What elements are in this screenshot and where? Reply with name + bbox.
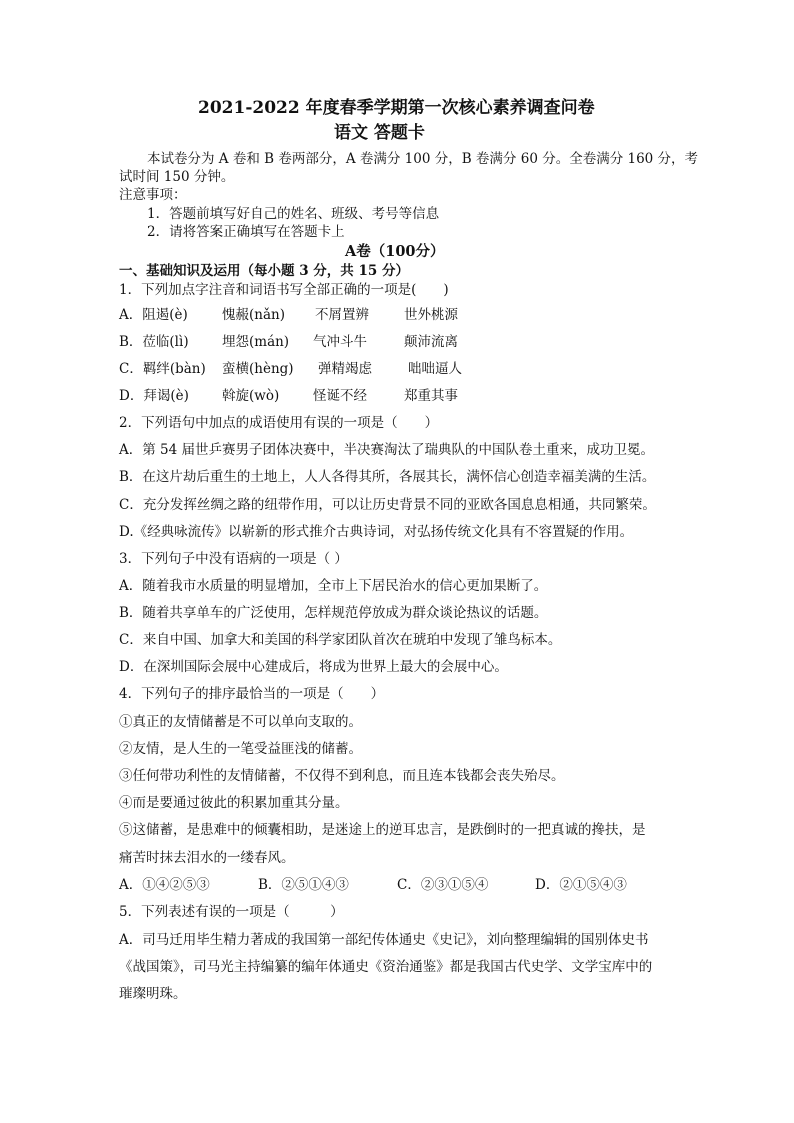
part-one-heading: 一、基础知识及运用（每小题 3 分，共 15 分）	[119, 263, 409, 279]
page-title: 2021-2022 年度春季学期第一次核心素养调查问卷	[198, 98, 595, 118]
intro-line-1: 本试卷分为 A 卷和 B 卷两部分，A 卷满分 100 分，B 卷满分 60 分。全卷满分 160 分，考	[147, 151, 699, 167]
q5-option-a-line-1: A．司马迁用毕生精力著成的我国第一部纪传体通史《史记》，刘向整理编辑的国别体史书	[119, 932, 649, 948]
q1-option-d-1: D．拜谒(è)	[119, 388, 189, 404]
q4-sentence-2: ②友情，是人生的一笔受益匪浅的储蓄。	[119, 741, 362, 757]
q1-option-b-3: 气冲斗牛	[313, 334, 367, 350]
q1-option-a-2: 愧赧(nǎn)	[222, 307, 285, 323]
q1-option-a-3: 不屑置辨	[315, 307, 369, 323]
q4-option-d: D．②①⑤④③	[535, 877, 627, 893]
q5-stem: 5．下列表述有误的一项是（ ）	[119, 904, 344, 920]
q2-stem: 2．下列语句中加点的成语使用有误的一项是（ ）	[119, 415, 439, 431]
q4-sentence-1: ①真正的友情储蓄是不可以单向支取的。	[119, 714, 362, 730]
page-subtitle: 语文 答题卡	[334, 123, 425, 143]
section-a-heading: A卷（100分）	[345, 243, 445, 260]
q1-option-a-1: A．阻遏(è)	[119, 307, 188, 323]
q1-option-c-4: 咄咄逼人	[408, 361, 462, 377]
q1-option-a-4: 世外桃源	[404, 307, 458, 323]
q1-option-b-1: B．莅临(lì)	[119, 334, 189, 350]
q1-option-b-2: 埋怨(mán)	[222, 334, 290, 350]
q1-option-d-3: 怪诞不经	[313, 388, 367, 404]
q5-option-a-line-2: 《战国策》，司马光主持编纂的编年体通史《资治通鉴》都是我国古代史学、文学宝库中的	[119, 959, 653, 975]
intro-line-2: 试时间 150 分钟。	[119, 169, 235, 185]
note-2: 2．请将答案正确填写在答题卡上	[147, 224, 345, 240]
q4-sentence-3: ③任何带功利性的友情储蓄，不仅得不到利息，而且连本钱都会丧失殆尽。	[119, 768, 565, 784]
q4-sentence-5b: 痛苦时抹去泪水的一缕春风。	[119, 850, 295, 866]
q4-sentence-5a: ⑤这储蓄，是患难中的倾囊相助，是迷途上的逆耳忠言，是跌倒时的一把真诚的搀扶，是	[119, 822, 646, 838]
q4-option-c: C．②③①⑤④	[397, 877, 489, 893]
q2-option-b: B．在这片劫后重生的土地上，人人各得其所，各展其长，满怀信心创造幸福美满的生活。	[119, 469, 656, 485]
q3-option-b: B．随着共享单车的广泛使用，怎样规范停放成为群众谈论热议的话题。	[119, 605, 548, 621]
q1-option-c-3: 弹精竭虑	[318, 361, 372, 377]
q3-option-a: A．随着我市水质量的明显增加，全市上下居民治水的信心更加果断了。	[119, 578, 548, 594]
notes-heading: 注意事项：	[119, 187, 187, 203]
q1-option-b-4: 颠沛流离	[404, 334, 458, 350]
q3-stem: 3．下列句子中没有语病的一项是（ ）	[119, 551, 348, 567]
q3-option-d: D．在深圳国际会展中心建成后，将成为世界上最大的会展中心。	[119, 659, 508, 675]
q3-option-c: C．来自中国、加拿大和美国的科学家团队首次在琥珀中发现了雏鸟标本。	[119, 632, 562, 648]
q1-stem: 1．下列加点字注音和词语书写全部正确的一项是( )	[119, 282, 449, 298]
q2-option-c: C．充分发挥丝绸之路的纽带作用，可以让历史背景不同的亚欧各国息息相通，共同繁荣。	[119, 497, 656, 513]
q1-option-d-2: 斡旋(wò)	[222, 388, 280, 404]
q2-option-a: A．第 54 届世乒赛男子团体决赛中，半决赛淘汰了瑞典队的中国队卷土重来，成功卫冕。	[119, 442, 655, 458]
q1-option-c-1: C．羁绊(bàn)	[119, 361, 206, 377]
q4-option-a: A．①④②⑤③	[119, 877, 210, 893]
q4-stem: 4．下列句子的排序最恰当的一项是（ ）	[119, 686, 385, 702]
note-1: 1．答题前填写好自己的姓名、班级、考号等信息	[147, 206, 440, 222]
q4-option-b: B．②⑤①④③	[258, 877, 349, 893]
q2-option-d: D.《经典咏流传》以崭新的形式推介古典诗词，对弘扬传统文化具有不容置疑的作用。	[119, 524, 634, 540]
q1-option-d-4: 郑重其事	[404, 388, 458, 404]
q5-option-a-line-3: 璀璨明珠。	[119, 986, 187, 1002]
q1-option-c-2: 蛮横(hèng)	[222, 361, 294, 377]
q4-sentence-4: ④而是要通过彼此的积累加重其分量。	[119, 795, 349, 811]
